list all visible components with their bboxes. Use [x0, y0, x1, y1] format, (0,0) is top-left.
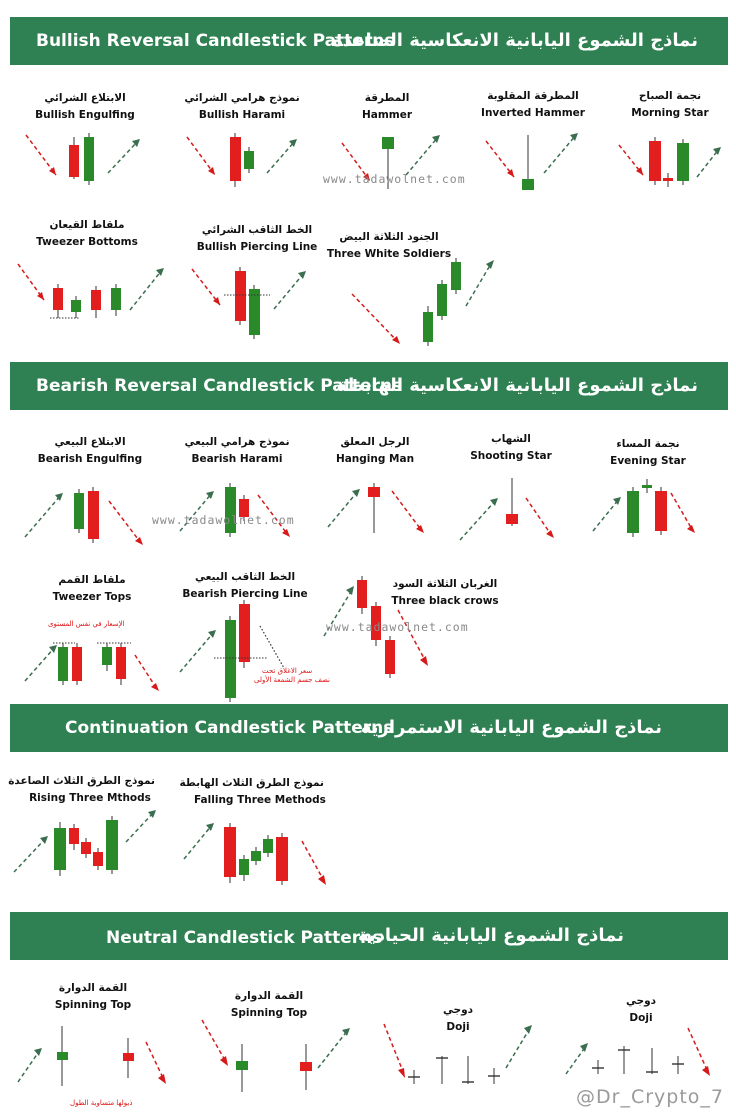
- watermark: www.tadawolnet.com: [152, 513, 295, 527]
- note-same-level: الإسعار في نفس المستوى: [48, 620, 125, 628]
- pattern-label-en: Inverted Hammer: [481, 107, 585, 119]
- pattern-bullish-engulfing: [20, 91, 150, 197]
- pattern-inverted-hammer: [468, 89, 598, 195]
- pattern-label-ar: نجمة الصباح: [638, 90, 702, 102]
- pattern-label-ar: القمة الدوارة: [234, 990, 304, 1002]
- pattern-label-ar: دوجي: [625, 995, 657, 1007]
- pattern-spinning-top-1: [28, 981, 158, 1013]
- pattern-label-ar: المطرقة المقلوبة: [487, 90, 579, 102]
- candles-spinning-top-2: [190, 1018, 360, 1098]
- pattern-hanging-man: [310, 435, 440, 551]
- pattern-tweezer-bottoms: [22, 218, 152, 334]
- candles-bullish-engulfing: [20, 127, 150, 197]
- pattern-label-en: Morning Star: [631, 107, 709, 119]
- pattern-three-white-soldiers: [324, 230, 454, 346]
- pattern-label-en: Evening Star: [610, 455, 686, 467]
- pattern-bearish-engulfing: [25, 435, 155, 551]
- section-banner-bearish: [10, 362, 728, 410]
- pattern-doji-2: [576, 994, 706, 1026]
- watermark: www.tadawolnet.com: [323, 172, 466, 186]
- pattern-label-en: Hanging Man: [335, 453, 415, 465]
- pattern-label-ar: الغربان الثلاثة السود: [392, 578, 498, 590]
- pattern-label-ar: نجمة المساء: [616, 438, 680, 450]
- pattern-label-ar: المطرقة: [364, 92, 410, 104]
- pattern-label-ar: ملقاط القمم: [58, 574, 126, 586]
- pattern-morning-star: [605, 89, 735, 195]
- note-close-below-2: نصف جسم الشمعة الأولى: [254, 676, 330, 684]
- section-banner-neutral: [10, 912, 728, 960]
- candles-three-white-soldiers: [324, 266, 504, 346]
- pattern-label-ar: نموذج الطرق الثلاث الهابطة: [179, 777, 324, 789]
- pattern-label-en: Bearish Harami: [191, 453, 283, 465]
- watermark: www.tadawolnet.com: [326, 620, 469, 634]
- pattern-label-en: Tweezer Tops: [52, 591, 132, 603]
- pattern-label-en: Tweezer Bottoms: [36, 236, 138, 248]
- pattern-label-en: Three black crows: [391, 595, 499, 607]
- candles-rising-three: [12, 808, 172, 888]
- pattern-bullish-piercing-line: [192, 223, 322, 339]
- pattern-label-en: Bullish Engulfing: [35, 109, 135, 121]
- section-title-en: Neutral Candlestick Patterns: [106, 928, 383, 948]
- pattern-label-en: Spinning Top: [54, 999, 132, 1011]
- candles-bearish-engulfing: [25, 471, 155, 551]
- pattern-label-ar: نموذج هرامي البيعي: [184, 436, 290, 448]
- pattern-bearish-harami: [172, 435, 302, 551]
- pattern-label-ar: الابتلاع الشرائي: [44, 92, 126, 104]
- pattern-label-ar: ملقاط القيعان: [49, 219, 125, 231]
- candles-falling-three: [178, 815, 348, 895]
- pattern-falling-three-methods: [179, 776, 326, 808]
- pattern-shooting-star: [446, 432, 576, 548]
- pattern-label-ar: الخط الثاقب البيعي: [194, 571, 296, 583]
- candles-doji-2: [560, 1024, 730, 1084]
- pattern-label-en: Bullish Harami: [198, 109, 286, 121]
- pattern-label-ar: دوجي: [442, 1004, 474, 1016]
- candles-bearish-harami: [172, 471, 302, 551]
- candles-shooting-star: [446, 468, 576, 548]
- candles-hammer: [322, 127, 452, 197]
- candles-tweezer-bottoms: [22, 254, 152, 334]
- note-close-below-1: سعر الاغلاق تحت: [262, 667, 313, 675]
- pattern-label-ar: الجنود الثلاثة البيض: [339, 231, 439, 243]
- section-title-en: Continuation Candlestick Patterns: [65, 718, 394, 738]
- author-credit: @Dr_Crypto_7: [576, 1086, 724, 1108]
- candles-inverted-hammer: [468, 125, 598, 195]
- pattern-label-en: Hammer: [361, 109, 413, 121]
- pattern-label-en: Three White Soldiers: [326, 248, 452, 260]
- pattern-label-en: Doji: [446, 1021, 470, 1033]
- pattern-rising-three-methods: [8, 774, 155, 806]
- pattern-label-en: Falling Three Methods: [194, 794, 326, 806]
- candles-morning-star: [605, 125, 735, 195]
- pattern-label-ar: نموذج هرامي الشرائي: [184, 92, 300, 104]
- candles-evening-star: [583, 473, 713, 553]
- pattern-label-ar: نموذج الطرق الثلاث الصاعدة: [8, 775, 155, 787]
- pattern-label-ar: الشهاب: [491, 433, 531, 445]
- pattern-bullish-harami: [177, 91, 307, 197]
- candles-doji-1: [380, 1020, 540, 1090]
- pattern-label-ar: الرجل المعلق: [340, 436, 410, 448]
- section-title-en: Bearish Reversal Candlestick Patterns: [36, 376, 403, 396]
- pattern-tweezer-tops: [27, 573, 157, 689]
- section-banner-continuation: [10, 704, 728, 752]
- section-title-ar: نماذج الشموع اليابانية الاستمرارية: [360, 717, 662, 738]
- pattern-label-en: Rising Three Mthods: [29, 792, 151, 804]
- candles-spinning-top-1: [14, 1022, 174, 1092]
- candles-bullish-piercing: [192, 259, 322, 339]
- section-title-ar: نماذج الشموع اليابانية الانعكاسية الصاعدة: [332, 30, 698, 51]
- section-title-en: Bullish Reversal Candlestick Patterns: [36, 31, 395, 51]
- pattern-label-en: Bearish Engulfing: [37, 453, 143, 465]
- pattern-label-en: Shooting Star: [470, 450, 552, 462]
- section-banner-bullish: [10, 17, 728, 65]
- pattern-label-ar: الخط الثاقب الشرائي: [201, 224, 313, 236]
- pattern-evening-star: [583, 437, 713, 553]
- pattern-label-ar: الابتلاع البيعي: [54, 436, 126, 448]
- pattern-label-en: Doji: [629, 1012, 653, 1024]
- pattern-spinning-top-2: [204, 989, 334, 1021]
- pattern-label-en: Bearish Piercing Line: [182, 588, 308, 600]
- section-title-ar: نماذج الشموع اليابانية الانعكاسية الهابطة: [336, 375, 698, 396]
- candles-hanging-man: [310, 471, 440, 551]
- candles-bullish-harami: [177, 127, 307, 197]
- pattern-label-en: Bullish Piercing Line: [196, 241, 318, 253]
- section-title-ar: نماذج الشموع اليابانية الحيادية: [358, 925, 624, 946]
- pattern-label-ar: القمة الدوارة: [58, 982, 128, 994]
- pattern-label-en: Spinning Top: [230, 1007, 308, 1019]
- note-equal-shadows: ذيولها متساوية الطول: [70, 1099, 133, 1107]
